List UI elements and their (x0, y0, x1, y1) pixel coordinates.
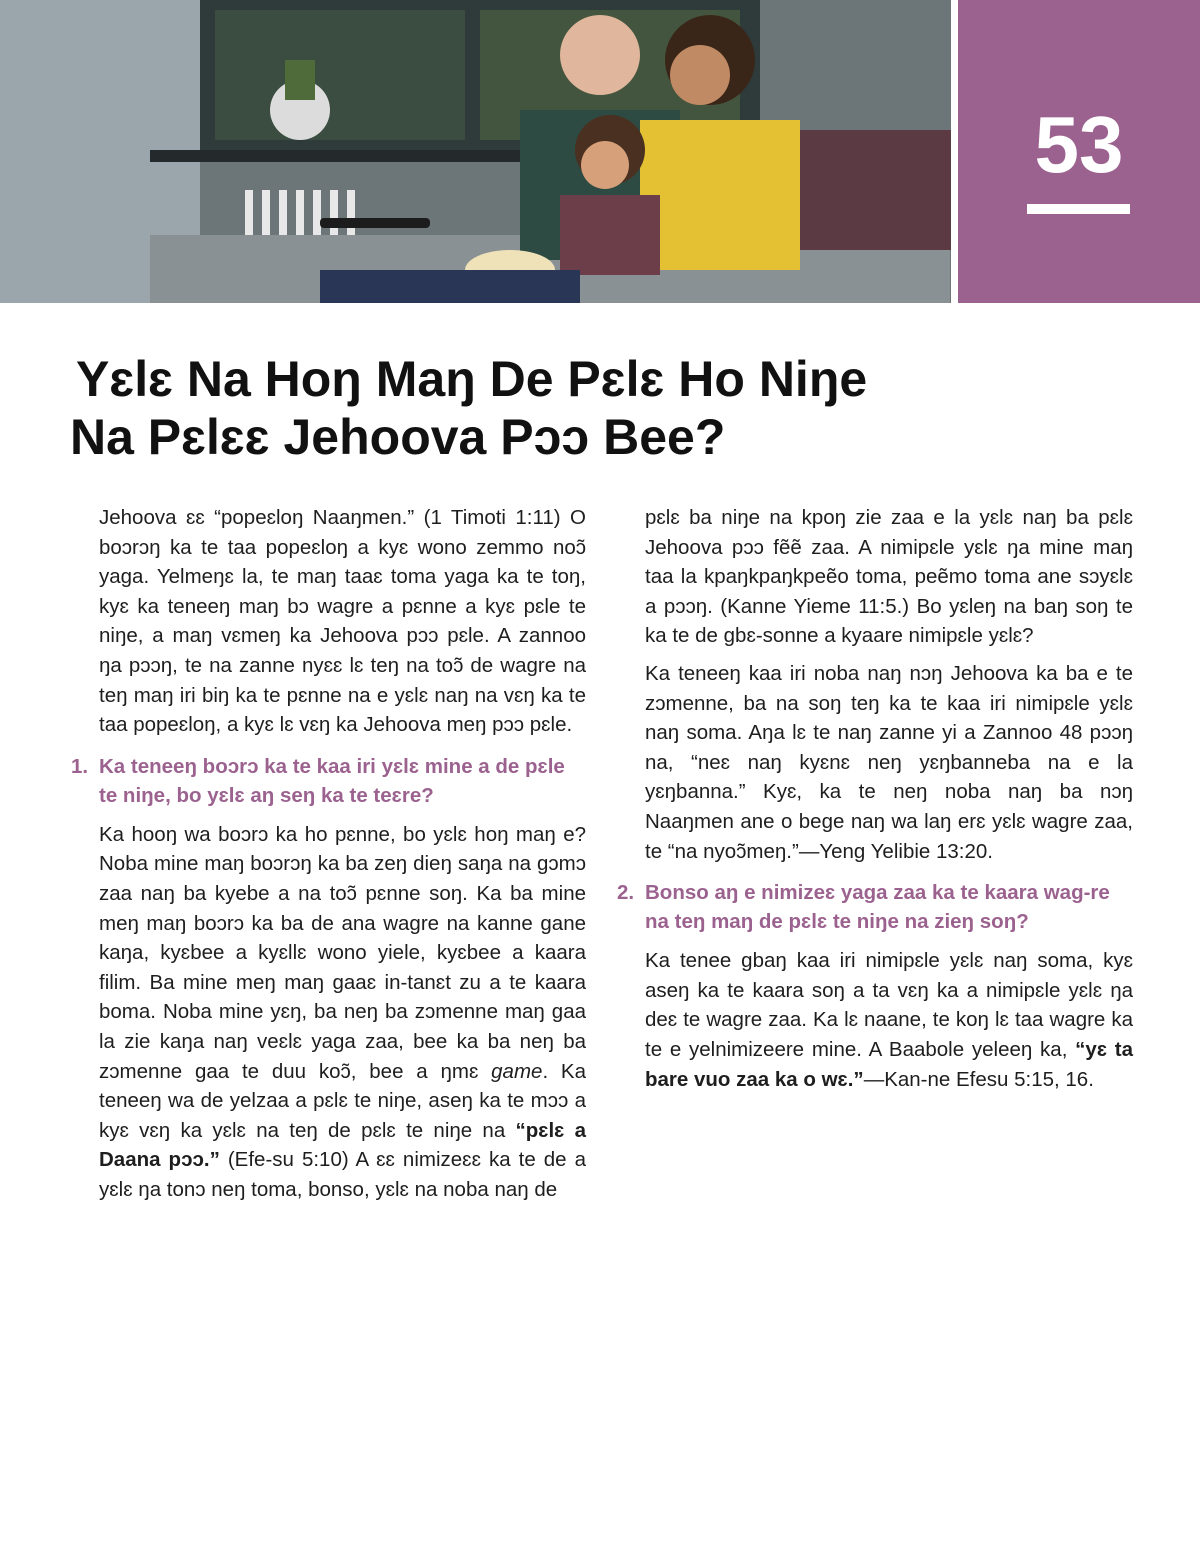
right-column (617, 503, 1133, 1102)
section-1-p1-italic: game (491, 1059, 543, 1083)
section-1-paragraph-2: Ka teneeŋ kaa iri noba naŋ nɔŋ Jehoova ka ba e te zɔmenne, ba na soŋ teŋ ka te kaa iri nimipɛle yɛlɛ naŋ soma. Aŋa lɛ te naŋ zanne yi a Zannoo 48 pɔɔŋ na, “neɛ naŋ kyɛnɛ neŋ yɛŋbanneba na e la yɛŋbanna.” Kyɛ, ka te neŋ noba naŋ ba nɔŋ Naaŋmen ane o bege naŋ wa laŋ erɛ yɛlɛ wagre zaa, te “na nyoɔ̃meŋ.”—Yeng Yelibie 13:20. (645, 661, 1133, 863)
section-2-p1-text: Ka tenee gbaŋ kaa iri nimipɛle yɛlɛ naŋ soma, kyɛ aseŋ ka te kaara soŋ a ta vɛŋ ka a nimipɛle yɛlɛ ŋa deɛ te wagre zaa. Ka lɛ naane, te koŋ lɛ taa wagre ka te e yelnimizeere mine. A Baabole yeleeŋ ka, (645, 949, 1133, 1061)
section-1-p1-text-2: . Ka teneeŋ wa de yelzaa a pɛlɛ te niŋe, aseŋ ka te mɔɔ a kyɛ vɛŋ ka yɛlɛ na teŋ de pɛlɛ te niŋe na (99, 1059, 587, 1142)
page-title (70, 350, 950, 466)
lesson-number-underline (1027, 204, 1130, 214)
lesson-number: 53 (1034, 100, 1124, 189)
family-watching-tv-illustration (0, 0, 951, 303)
intro-paragraph: Jehoova ɛɛ “popeɛloŋ Naaŋmen.” (1 Timoti 1:11) O boɔrɔŋ ka te taa popeɛloŋ a kyɛ wono zemmo noɔ̃ yaga. Yelmeŋɛ la, te maŋ taaɛ toma yaga ka te toŋ, kyɛ ka teneeŋ maŋ bɔ wagre a pɛnne a kyɛ pɛle te niŋe, a maŋ vɛmeŋ ka Jehoova pɔɔ pɛle. A zannoo ŋa pɔɔŋ, te na zanne nyɛɛ lɛ teŋ na toɔ̃ de wagre na teŋ maŋ iri biŋ ka te pɛnne na e yɛlɛ naŋ na vɛŋ ka te taa popeɛloŋ, a kyɛ lɛ vɛŋ ka Jehoova meŋ pɔɔ pɛle. (99, 506, 586, 737)
title-line-1: Yɛlɛ Na Hoŋ Maŋ De Pɛlɛ Ho Niŋe (76, 351, 868, 407)
section-1-p1-text-3: (Efe-su 5:10) A ɛɛ nimizeɛɛ ka te de a yɛlɛ ŋa tonɔ neŋ toma, bonso, yɛlɛ na noba naŋ de (99, 1148, 586, 1201)
left-column (71, 503, 587, 1212)
section-2-heading (617, 878, 1133, 936)
section-2-question: Bonso aŋ e nimizeɛ yaga zaa ka te kaara wag-re na teŋ maŋ de pɛlɛ te niŋe na zieŋ soŋ? (645, 881, 1110, 934)
section-2-number: 2. (617, 881, 635, 905)
section-1-p1-text: Ka hooŋ wa boɔrɔ ka ho pɛnne, bo yɛlɛ hoŋ maŋ e? Noba mine maŋ boɔrɔŋ ka ba zeŋ dieŋ saŋa na gɔmɔ zaa naŋ ba kyebe a na toɔ̃ pɛnne soŋ. Ka ba mine meŋ maŋ boɔrɔ ka ba de ana wagre na kanne gane kaŋa, kyɛbee a kyɛllɛ wono yiele, kyɛbee a kaara filim. Ba mine meŋ maŋ gaaɛ in-tanɛt zu a te kaara boma. Noba mine yɛŋ, ba neŋ ba zɔmenne maŋ gaa la zie kaŋa naŋ veɛlɛ yaga zaa, bee ka ba neŋ ba zɔmenne gaa te duu koɔ̃, bee a ŋmɛ (99, 822, 586, 1083)
section-2-p1-bold-quote: “yɛ ta bare vuo zaa ka o wɛ.” (645, 1037, 1133, 1091)
section-1-heading (71, 752, 586, 810)
section-1-paragraph-1-continued: pɛlɛ ba niŋe na kpoŋ zie zaa e la yɛlɛ naŋ ba pɛlɛ Jehoova pɔɔ fẽẽ zaa. A nimipɛle yɛlɛ ŋa mine maŋ taa la kpaŋkpaŋkpeẽo toma, peẽmo toma ane sɔyɛlɛ a pɔɔŋ. (Kanne Yieme 11:5.) Bo yɛleŋ na baŋ soŋ te ka te de gbɛ-sonne a kyaare nimipɛle yɛlɛ? (645, 506, 1133, 648)
section-2-paragraph-1 (645, 946, 1133, 1094)
section-1-paragraph-1 (99, 820, 586, 1205)
title-line-2: Na Pɛlɛɛ Jehoova Pɔɔ Bee? (70, 409, 726, 465)
section-1-number: 1. (71, 754, 89, 778)
header-photo (0, 0, 951, 303)
section-1-p1-bold-quote: “pɛlɛ a Daana pɔɔ.” (99, 1118, 586, 1172)
section-1-question: Ka teneeŋ boɔrɔ ka te kaa iri yɛlɛ mine a de pɛle te niŋe, bo yɛlɛ aŋ seŋ ka te teɛre? (99, 754, 565, 807)
section-2-p1-text-2: —Kan-ne Efesu 5:15, 16. (863, 1067, 1094, 1091)
